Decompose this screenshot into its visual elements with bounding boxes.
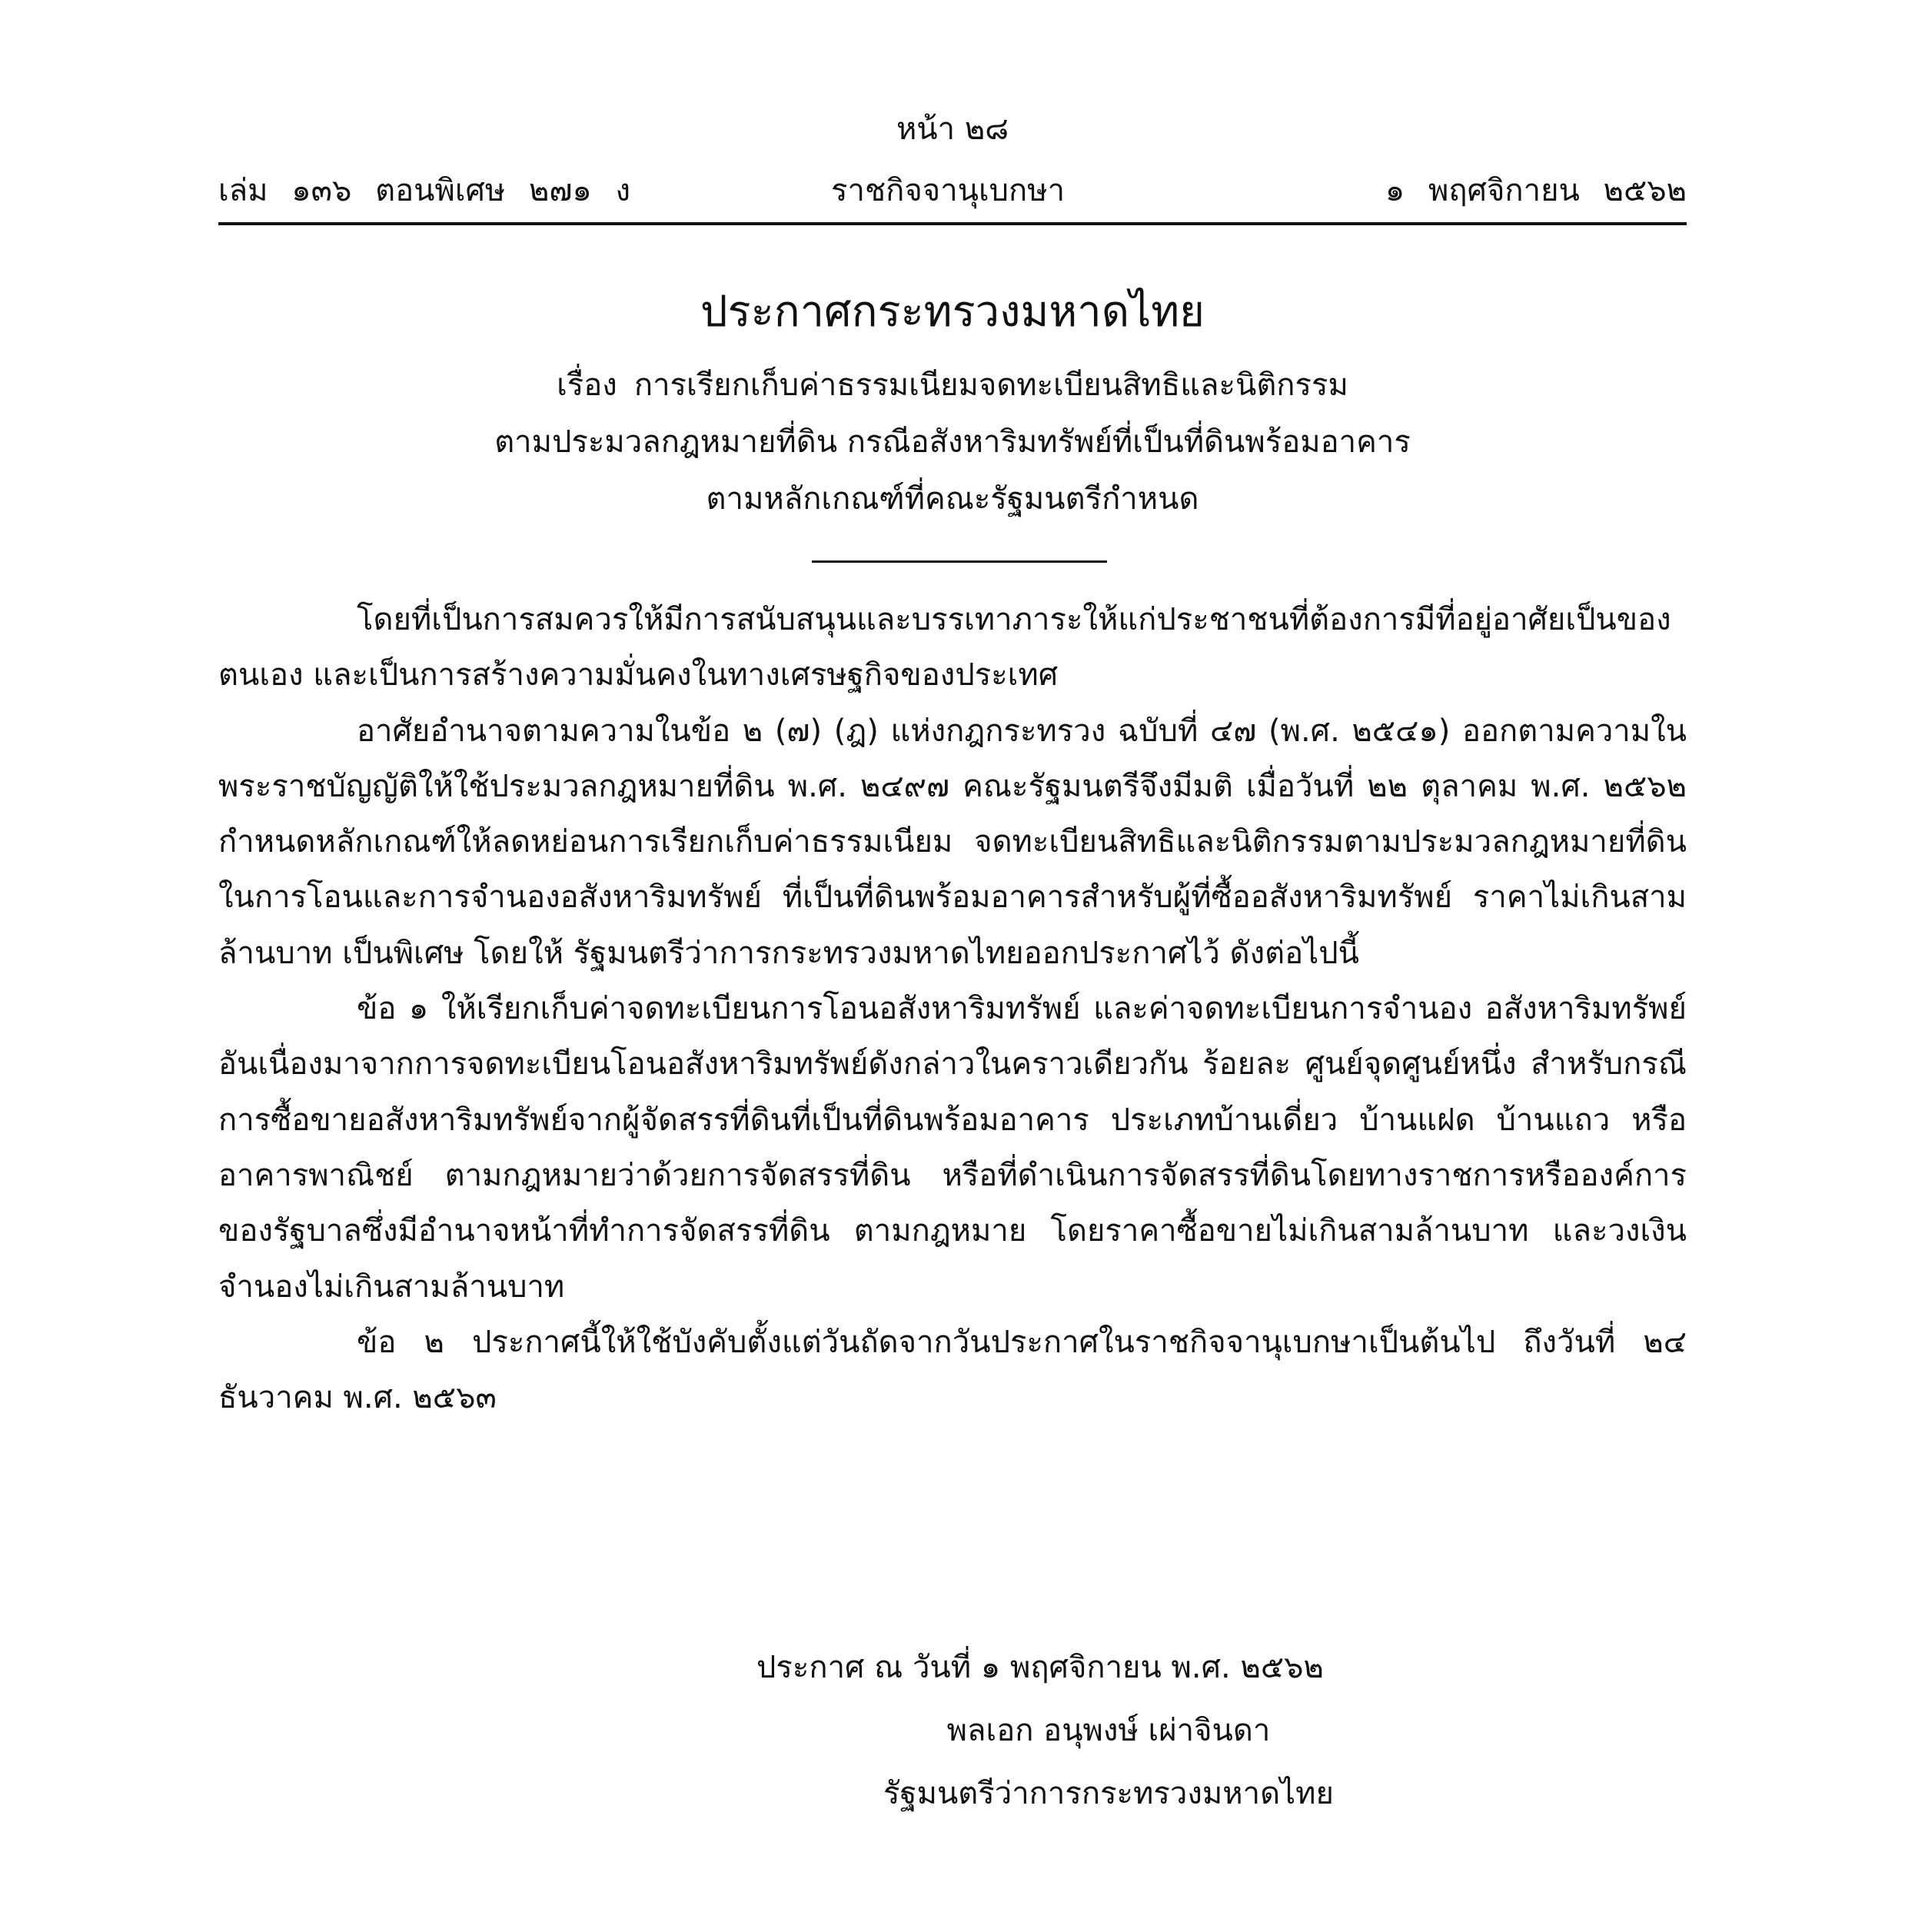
body-paragraph: อาศัยอำนาจตามความในข้อ ๒ (๗) (ฎ) แห่งกฎกระทรวง ฉบับที่ ๔๗ (พ.ศ. ๒๕๔๑) ออกตามความในพระราชบัญญัติให้ใช้ประมวลกฎหมายที่ดิน พ.ศ. ๒๔๙๗ คณะรัฐมนตรีจึงมีมติ เมื่อวันที่ ๒๒ ตุลาคม พ.ศ. ๒๕๖๒ กำหนดหลักเกณฑ์ให้ลดหย่อนการเรียกเก็บค่าธรรมเนียม จดทะเบียนสิทธิและนิติกรรมตามประมวลกฎหมายที่ดินในการโอนและการจำนองอสังหาริมทรัพย์ ที่เป็นที่ดินพร้อมอาคารสำหรับผู้ที่ซื้ออสังหาริมทรัพย์ ราคาไม่เกินสามล้านบาท เป็นพิเศษ โดยให้ รัฐมนตรีว่าการกระทรวงมหาดไทยออกประกาศไว้ ดังต่อไปนี้ xyxy=(218,713,1687,971)
body-paragraph: ข้อ ๒ ประกาศนี้ให้ใช้บังคับตั้งแต่วันถัดจากวันประกาศในราชกิจจานุเบกษาเป็นต้นไป ถึงวันที่ ๒๔ ธันวาคม พ.ศ. ๒๕๖๓ xyxy=(218,1324,1687,1416)
announcement-title: ประกาศกระทรวงมหาดไทย xyxy=(700,287,1205,337)
header-divider xyxy=(218,222,1687,225)
publication-name: ราชกิจจานุเบกษา xyxy=(831,173,1066,208)
page-number: หน้า ๒๘ xyxy=(896,111,1009,147)
announcement-subject xyxy=(0,357,1905,527)
gazette-header xyxy=(218,165,1687,216)
body-paragraph: ข้อ ๑ ให้เรียกเก็บค่าจดทะเบียนการโอนอสังหาริมทรัพย์ และค่าจดทะเบียนการจำนอง อสังหาริมทรัพย์อันเนื่องมาจากการจดทะเบียนโอนอสังหาริมทรัพย์ดังกล่าวในคราวเดียวกัน ร้อยละ ศูนย์จุดศูนย์หนึ่ง สำหรับกรณีการซื้อขายอสังหาริมทรัพย์จากผู้จัดสรรที่ดินที่เป็นที่ดินพร้อมอาคาร ประเภทบ้านเดี่ยว บ้านแฝด บ้านแถว หรืออาคารพาณิชย์ ตามกฎหมายว่าด้วยการจัดสรรที่ดิน หรือที่ดำเนินการจัดสรรที่ดินโดยทางราชการหรือองค์การของรัฐบาลซึ่งมีอำนาจหน้าที่ทำการจัดสรรที่ดิน ตามกฎหมาย โดยราคาซื้อขายไม่เกินสามล้านบาท และวงเงินจำนองไม่เกินสามล้านบาท xyxy=(218,991,1687,1305)
signatory-name: พลเอก อนุพงษ์ เผ่าจินดา xyxy=(946,1713,1271,1748)
announcement-body xyxy=(218,592,1687,1425)
volume-issue: เล่ม ๑๓๖ ตอนพิเศษ ๒๗๑ ง xyxy=(218,173,631,208)
body-paragraph: โดยที่เป็นการสมควรให้มีการสนับสนุนและบรรเทาภาระให้แก่ประชาชนที่ต้องการมีที่อยู่อาศัยเป็นของตนเอง และเป็นการสร้างความมั่นคงในทางเศรษฐกิจของประเทศ xyxy=(218,602,1671,693)
subject-text: การเรียกเก็บค่าธรรมเนียมจดทะเบียนสิทธิและนิติกรรม xyxy=(633,367,1348,403)
signature-date: ประกาศ ณ วันที่ ๑ พฤศจิกายน พ.ศ. ๒๕๖๒ xyxy=(756,1650,1324,1685)
title-divider xyxy=(812,560,1107,563)
subject-line xyxy=(0,357,1905,414)
subject-line: ตามประมวลกฎหมายที่ดิน กรณีอสังหาริมทรัพย์ที่เป็นที่ดินพร้อมอาคาร xyxy=(494,424,1411,460)
publication-date: ๑ พฤศจิกายน ๒๕๖๒ xyxy=(1385,173,1687,208)
subject-line: ตามหลักเกณฑ์ที่คณะรัฐมนตรีกำหนด xyxy=(706,481,1199,517)
signature-block xyxy=(755,1636,1462,1825)
signatory-position: รัฐมนตรีว่าการกระทรวงมหาดไทย xyxy=(883,1776,1334,1811)
subject-label: เรื่อง xyxy=(557,367,617,403)
